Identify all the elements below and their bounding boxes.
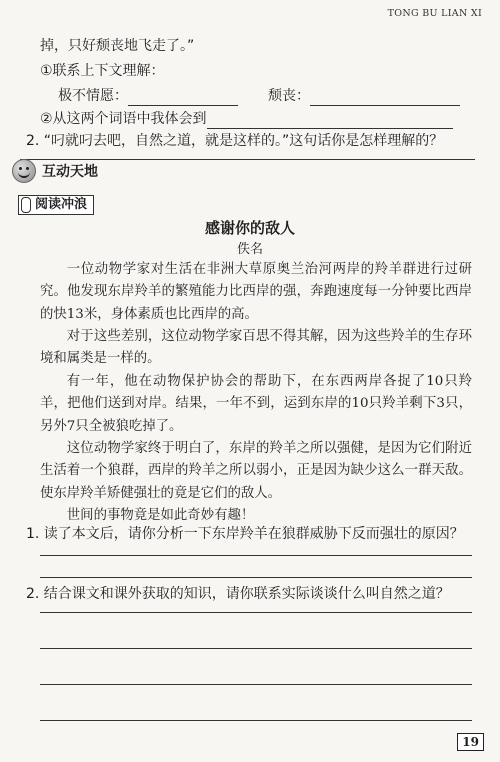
page-number: 19 [457,733,484,751]
answer-line-2b[interactable] [40,648,472,649]
smiley-icon [12,159,36,183]
reading-question-1: 1. 读了本文后，请你分析一下东岸羚羊在狼群威胁下反而强壮的原因？ [26,526,464,542]
answer-line-1b[interactable] [40,577,472,578]
word-a-answer-blank[interactable] [128,88,238,106]
sub-question-1-row-b [268,86,460,106]
scroll-icon [21,197,31,213]
sub-question-1-row [58,86,238,106]
answer-line-2c[interactable] [40,684,472,685]
word-b-label: 颓丧： [268,88,310,104]
reading-question-2: 2. 结合课文和课外获取的知识，请你联系实际谈谈什么叫自然之道？ [26,586,450,602]
article-paragraph-2: 对于这些差别，这位动物学家百思不得其解，因为这些羚羊的生存环境和属类是一样的。 [40,329,472,367]
article-paragraph-3: 有一年，他在动物保护协会的帮助下，在东西两岸各捉了10只羚羊，把他们送到对岸。结果，一年不到，运到东岸的10只羚羊剩下3只，另外7只全被狼吃掉了。 [40,374,472,434]
question-continuation: 掉，只好颓丧地飞走了。” [40,38,195,54]
article-title: 感谢你的敌人 [204,219,295,237]
sub-question-1-label: ①联系上下文理解： [40,63,165,79]
section-title: 互动天地 [42,164,98,180]
page-header: TONG BU LIAN XI [387,8,482,19]
answer-line-2a[interactable] [40,612,472,613]
article-paragraph-4: 这位动物学家终于明白了，东岸的羚羊之所以强健，是因为它们附近生活着一个狼群，西岸的羚羊之所以弱小，正是因为缺少这么一群天敌。使东岸羚羊矫健强壮的竟是它们的敌人。 [40,441,472,501]
word-a-label: 极不情愿： [58,88,128,104]
reading-label: 阅读冲浪 [35,197,88,212]
word-b-answer-blank[interactable] [310,88,460,106]
article-author: 佚名 [236,242,263,257]
article-paragraph-5: 世间的事物竟是如此奇妙有趣！ [66,508,255,523]
answer-line-1a[interactable] [40,555,472,556]
sub-question-2-label: ②从这两个词语中我体会到 [40,111,207,127]
question-2: 2. “叼就叼去吧，自然之道，就是这样的。”这句话你是怎样理解的？ [26,133,444,149]
sub-question-2-row [40,109,453,129]
sub-question-2-answer-blank[interactable] [207,111,453,129]
article-paragraph-1: 一位动物学家对生活在非洲大草原奥兰治河两岸的羚羊群进行过研究。他发现东岸羚羊的繁殖能力比西岸的强，奔跑速度每一分钟要比西岸的快13米，身体素质也比西岸的高。 [40,262,472,322]
answer-line-2d[interactable] [40,720,472,721]
section-badge [12,159,98,183]
reading-label-box [18,195,94,215]
